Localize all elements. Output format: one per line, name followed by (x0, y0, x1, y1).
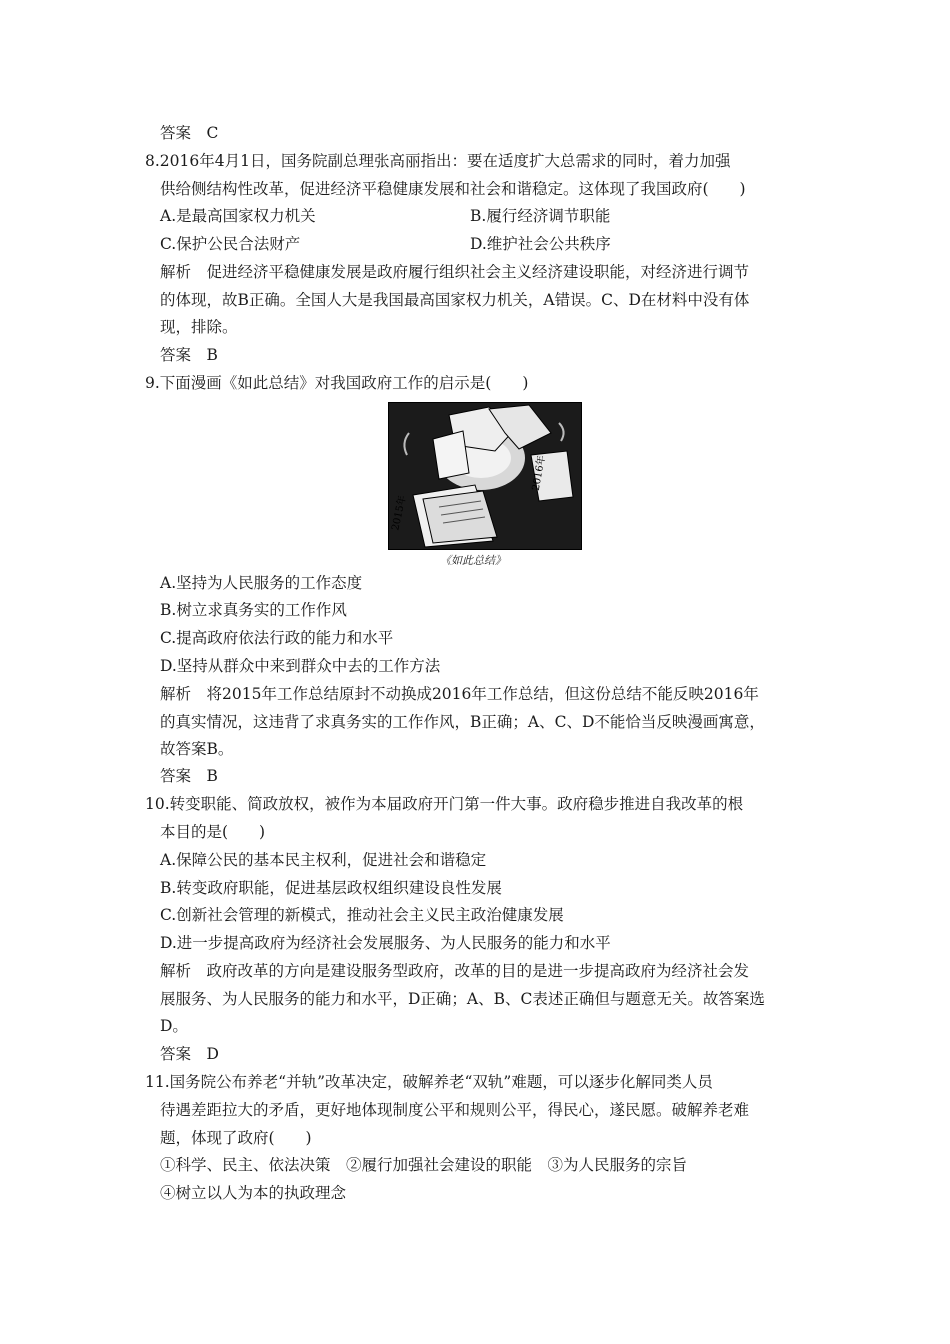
q9-option-a: A.坚持为人民服务的工作态度 (160, 574, 363, 592)
q10-analysis-line-1: 解析 政府改革的方向是建设服务型政府，改革的目的是进一步提高政府为经济社会发 (160, 962, 750, 980)
comic-image (388, 402, 582, 550)
q9-option-b: B.树立求真务实的工作作风 (160, 601, 347, 619)
q10-stem-line-1: 10.转变职能、简政放权，被作为本届政府开门第一件大事。政府稳步推进自我改革的根 (145, 795, 744, 813)
q9-answer: 答案 B (160, 767, 218, 785)
q10-option-b: B.转变政府职能，促进基层政权组织建设良性发展 (160, 879, 502, 897)
comic-label-2016: 2016年 (530, 454, 548, 492)
q8-option-c: C.保护公民合法财产 (160, 235, 301, 253)
q11-stem-line-1: 11.国务院公布养老“并轨”改革决定，破解养老“双轨”难题，可以逐步化解同类人员 (145, 1073, 713, 1091)
q9-stem: 9.下面漫画《如此总结》对我国政府工作的启示是( ) (145, 374, 529, 392)
q9-analysis-line-1: 解析 将2015年工作总结原封不动换成2016年工作总结，但这份总结不能反映2016年 (160, 685, 759, 703)
q9-analysis-line-2: 的真实情况，这违背了求真务实的工作作风，B正确；A、C、D不能恰当反映漫画寓意， (160, 713, 765, 731)
q8-option-b: B.履行经济调节职能 (470, 207, 611, 225)
q9-option-d: D.坚持从群众中来到群众中去的工作方法 (160, 657, 441, 675)
q10-analysis-line-3: D。 (160, 1017, 188, 1035)
q10-stem-line-2: 本目的是( ) (160, 823, 266, 841)
q10-option-d: D.进一步提高政府为经济社会发展服务、为人民服务的能力和水平 (160, 934, 611, 952)
q10-option-c: C.创新社会管理的新模式，推动社会主义民主政治健康发展 (160, 906, 564, 924)
q8-analysis-line-2: 的体现，故B正确。全国人大是我国最高国家权力机关，A错误。C、D在材料中没有体 (160, 291, 750, 309)
q10-analysis-line-2: 展服务、为人民服务的能力和水平，D正确；A、B、C表述正确但与题意无关。故答案选 (160, 990, 765, 1008)
comic-label-2015: 2015年 (390, 494, 409, 532)
q10-option-a: A.保障公民的基本民主权利，促进社会和谐稳定 (160, 851, 487, 869)
q8-answer: 答案 B (160, 346, 218, 364)
q8-analysis-line-3: 现，排除。 (160, 318, 238, 336)
q10-answer: 答案 D (160, 1045, 219, 1063)
q11-items-line-2: ④树立以人为本的执政理念 (160, 1184, 347, 1202)
q8-stem-line-2: 供给侧结构性改革，促进经济平稳健康发展和社会和谐稳定。这体现了我国政府( ) (160, 180, 746, 198)
comic-drawing (389, 403, 581, 549)
q8-stem-line-1: 8.2016年4月1日，国务院副总理张高丽指出：要在适度扩大总需求的同时，着力加强 (145, 152, 731, 170)
q11-items-line-1: ①科学、民主、依法决策 ②履行加强社会建设的职能 ③为人民服务的宗旨 (160, 1156, 688, 1174)
q8-option-d: D.维护社会公共秩序 (470, 235, 611, 253)
comic-caption: 《如此总结》 (440, 554, 506, 567)
q9-option-c: C.提高政府依法行政的能力和水平 (160, 629, 394, 647)
q7-answer: 答案 C (160, 124, 219, 142)
q11-stem-line-3: 题，体现了政府( ) (160, 1129, 312, 1147)
q11-stem-line-2: 待遇差距拉大的矛盾，更好地体现制度公平和规则公平，得民心，遂民愿。破解养老难 (160, 1101, 750, 1119)
q9-analysis-line-3: 故答案B。 (160, 740, 234, 758)
q8-option-a: A.是最高国家权力机关 (160, 207, 316, 225)
q8-analysis-line-1: 解析 促进经济平稳健康发展是政府履行组织社会主义经济建设职能，对经济进行调节 (160, 263, 750, 281)
